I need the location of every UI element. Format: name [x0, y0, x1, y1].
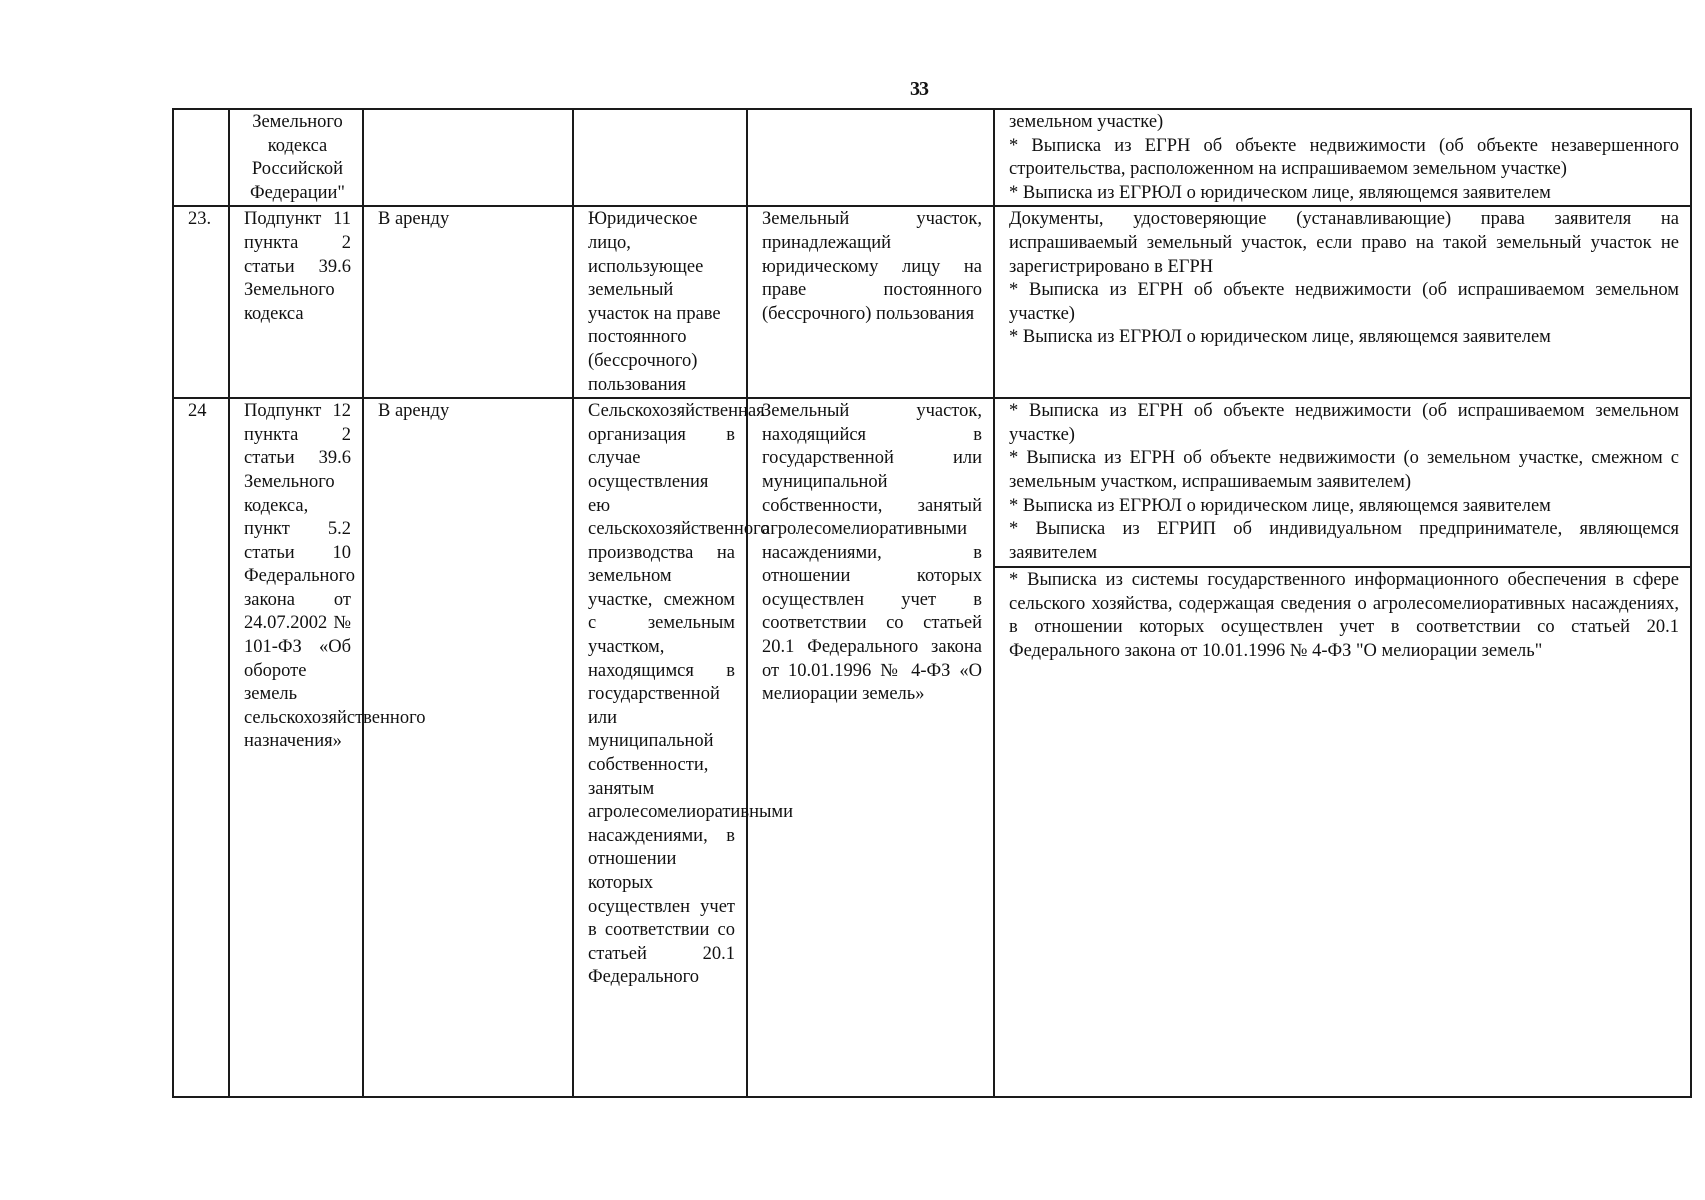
- applicant-cell: Юридическое лицо, использующее земельный участок на праве постоянного (бессрочного) пользования: [573, 206, 747, 398]
- document-item: * Выписка из ЕГРН об объекте недвижимости (об испрашиваемом земельном участке): [1009, 401, 1679, 445]
- legal-basis-cell: Земельного кодекса Российской Федерации": [229, 109, 363, 206]
- legal-basis-cell: Подпункт 11 пункта 2 статьи 39.6 Земельного кодекса: [229, 206, 363, 398]
- document-item: * Выписка из ЕГРЮЛ о юридическом лице, являющемся заявителем: [1009, 495, 1551, 516]
- services-table: [172, 108, 1692, 1098]
- table-row: [173, 206, 1691, 398]
- table-row: [173, 109, 1691, 206]
- applicant-cell: [573, 109, 747, 206]
- right-type-cell: В аренду: [363, 206, 573, 398]
- row-number-cell: [173, 109, 229, 206]
- row-number-cell: 23.: [173, 206, 229, 398]
- documents-subsection: [995, 566, 1690, 663]
- document-item: * Выписка из ЕГРН об объекте недвижимости (об объекте незавершенного строительства, расположенном на испрашиваемом земельном участке): [1009, 135, 1679, 180]
- document-item: * Выписка из ЕГРН об объекте недвижимости (о земельном участке, смежном с земельным участком, испрашиваемым заявителем): [1009, 448, 1679, 492]
- page-number: 33: [910, 78, 928, 100]
- documents-cell: [994, 398, 1691, 1097]
- table-row: [173, 398, 1691, 1097]
- legal-basis-cell: Подпункт 12 пункта 2 статьи 39.6 Земельного кодекса, пункт 5.2 статьи 10 Федерального закона от 24.07.2002 № 101-ФЗ «Об обороте земель сельскохозяйственного назначения»: [229, 398, 363, 1097]
- land-plot-cell: Земельный участок, принадлежащий юридическому лицу на праве постоянного (бессрочного) пользования: [747, 206, 994, 398]
- document-item: * Выписка из ЕГРЮЛ о юридическом лице, являющемся заявителем: [1009, 327, 1551, 348]
- land-plot-cell: [747, 109, 994, 206]
- right-type-cell: [363, 109, 573, 206]
- document-item: * Выписка из системы государственного информационного обеспечения в сфере сельского хозяйства, содержащая сведения о агролесомелиоративных насаждениях, в отношении которых осуществлен учет в соответствии со статьей 20.1 Федерального закона от 10.01.1996 № 4-ФЗ "О мелиорации земель": [1009, 570, 1679, 662]
- land-plot-cell: Земельный участок, находящийся в государственной или муниципальной собственности, занятый агролесомелиоративными насаждениями, в отношении которых осуществлен учет в соответствии со статьей 20.1 Федерального закона от 10.01.1996 № 4-ФЗ «О мелиорации земель»: [747, 398, 994, 1097]
- applicant-cell: Сельскохозяйственная организация в случае осуществления ею сельскохозяйственного производства на земельном участке, смежном с земельным участком, находящимся в государственной или муниципальной собственности, занятым агролесомелиоративными насаждениями, в отношении которых осуществлен учет в соответствии со статьей 20.1 Федерального: [573, 398, 747, 1097]
- documents-cell: [994, 109, 1691, 206]
- document-item: * Выписка из ЕГРН об объекте недвижимости (об испрашиваемом земельном участке): [1009, 280, 1679, 324]
- row-number-cell: 24: [173, 398, 229, 1097]
- document-item: * Выписка из ЕГРЮЛ о юридическом лице, являющемся заявителем: [1009, 182, 1551, 203]
- document-item: * Выписка из ЕГРИП об индивидуальном предпринимателе, являющемся заявителем: [1009, 519, 1679, 563]
- document-item: Документы, удостоверяющие (устанавливающие) права заявителя на испрашиваемый земельный участок, если право на такой земельный участок не зарегистрировано в ЕГРН: [1009, 209, 1679, 277]
- document-item: земельном участке): [1009, 112, 1164, 132]
- documents-cell: [994, 206, 1691, 398]
- right-type-cell: В аренду: [363, 398, 573, 1097]
